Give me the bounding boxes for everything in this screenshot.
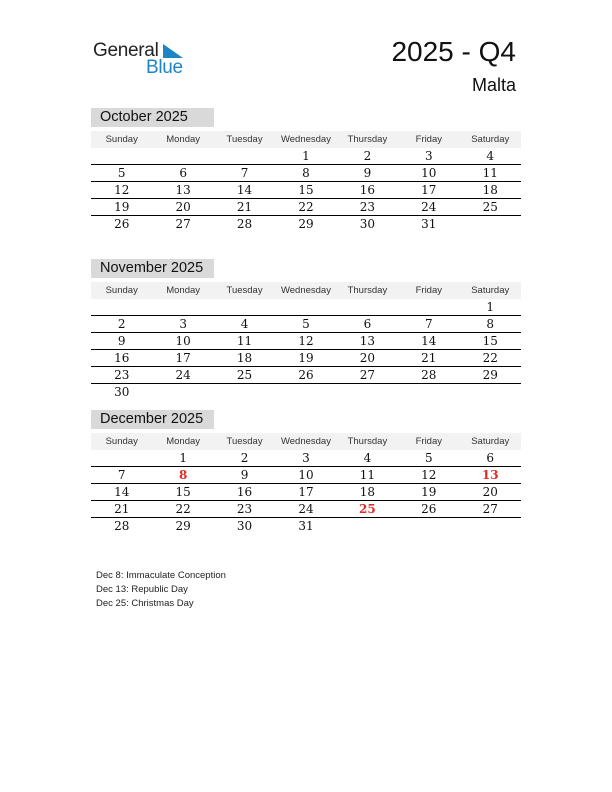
day-cell: 26 [421,502,437,516]
day-cell: 10 [298,468,314,482]
day-cell: 14 [236,183,253,197]
day-cell: 3 [179,317,187,331]
day-cell: 10 [175,334,191,348]
weekday-label: Tuesday [226,285,263,296]
day-cell: 10 [421,166,437,180]
weekday-label: Thursday [347,285,388,296]
day-cell: 20 [359,351,376,365]
page-title: 2025 - Q4 [391,36,516,67]
day-cell: 18 [236,351,253,365]
day-cell: 3 [302,451,310,465]
month-title: November 2025 [91,259,214,278]
day-cell: 4 [363,451,372,465]
weekday-label: Friday [415,134,443,145]
day-cell: 26 [298,368,314,382]
day-cell: 15 [482,334,498,348]
day-cell: 18 [359,485,376,499]
weekday-label: Sunday [105,285,138,296]
week-row [91,199,521,216]
week-row [91,350,521,367]
day-cell: 9 [117,334,126,348]
day-cell [152,148,213,164]
day-cell [214,299,275,315]
day-cell: 13 [175,183,191,197]
day-cell: 17 [175,351,191,365]
day-cell: 30 [359,217,376,231]
logo-text-general: General [93,40,159,61]
weekday-label: Wednesday [280,134,331,145]
day-cell [214,384,275,401]
week-row [91,367,521,384]
weekday-label: Saturday [471,436,510,447]
day-cell [91,299,152,315]
day-cell: 5 [302,317,310,331]
week-row [91,316,521,333]
day-cell: 9 [363,166,372,180]
day-cell: 2 [117,317,126,331]
day-cell: 27 [482,502,498,516]
day-cell: 22 [175,502,191,516]
day-cell: 25 [482,200,498,214]
day-cell: 6 [363,317,372,331]
day-cell: 21 [236,200,253,214]
day-cell [91,450,152,466]
day-cell: 11 [359,468,376,482]
day-cell: 7 [425,317,433,331]
day-cell: 11 [236,334,253,348]
holiday-item: Dec 25: Christmas Day [96,598,194,609]
day-cell: 18 [482,183,498,197]
day-cell: 14 [114,485,130,499]
day-cell: 17 [298,485,314,499]
week-row [91,450,521,467]
day-cell: 27 [175,217,191,231]
week-row [91,467,521,484]
day-cell: 14 [421,334,437,348]
day-cell: 9 [240,468,249,482]
weekday-label: Sunday [105,134,138,145]
day-cell: 31 [421,217,437,231]
weekday-label: Friday [415,436,443,447]
day-cell: 6 [179,166,187,180]
week-row [91,501,521,518]
day-cell: 11 [482,166,498,180]
day-cell: 2 [363,149,372,163]
day-cell [398,299,459,315]
month-title: October 2025 [91,108,214,127]
weekday-header-row [91,131,521,148]
day-cell: 7 [117,468,126,482]
holiday-item: Dec 13: Republic Day [96,584,188,595]
day-cell: 24 [175,368,191,382]
day-cell [337,518,398,535]
week-row [91,216,521,233]
month-december [91,410,521,535]
day-cell: 22 [298,200,314,214]
month-title: December 2025 [91,410,214,429]
day-cell [460,216,521,233]
day-cell [214,148,275,164]
day-cell: 16 [114,351,130,365]
holiday-day-cell: 13 [481,468,499,482]
day-cell [337,299,398,315]
day-cell: 19 [421,485,437,499]
day-cell: 8 [302,166,310,180]
day-cell: 21 [421,351,437,365]
day-cell: 20 [482,485,498,499]
day-cell: 7 [240,166,249,180]
logo [93,40,193,80]
day-cell [337,384,398,401]
day-cell: 3 [425,149,433,163]
day-cell: 4 [486,149,495,163]
country-name: Malta [471,75,516,95]
holiday-day-cell: 25 [359,502,376,516]
week-row [91,148,521,165]
weekday-label: Monday [166,285,201,296]
day-cell: 23 [236,502,253,516]
week-row [91,182,521,199]
day-cell: 28 [114,519,130,533]
day-cell: 12 [114,183,130,197]
week-row [91,518,521,535]
day-cell: 29 [298,217,314,231]
logo-text-blue: Blue [146,57,183,78]
weekday-label: Sunday [105,436,138,447]
weekday-label: Wednesday [280,285,331,296]
day-cell: 16 [359,183,376,197]
weekday-header-row [91,433,521,450]
day-cell: 1 [486,300,495,314]
day-cell: 12 [298,334,314,348]
week-row [91,333,521,350]
weekday-header-row [91,282,521,299]
weekday-label: Wednesday [280,436,331,447]
weekday-label: Tuesday [226,134,263,145]
day-cell: 28 [236,217,253,231]
weekday-label: Thursday [347,436,388,447]
weekday-label: Friday [415,285,443,296]
weekday-label: Saturday [471,134,510,145]
week-row [91,384,521,401]
weekday-label: Thursday [347,134,388,145]
day-cell: 12 [421,468,437,482]
day-cell: 31 [298,519,314,533]
weekday-label: Saturday [471,285,510,296]
day-cell: 13 [359,334,376,348]
day-cell: 27 [359,368,376,382]
day-cell: 28 [421,368,437,382]
month-november [91,259,521,401]
day-cell [398,518,459,535]
day-cell [460,518,521,535]
weekday-label: Monday [166,436,201,447]
day-cell: 30 [236,519,253,533]
day-cell [275,384,336,401]
day-cell: 25 [236,368,253,382]
day-cell: 22 [482,351,498,365]
day-cell: 21 [114,502,130,516]
day-cell: 5 [425,451,433,465]
weekday-label: Monday [166,134,201,145]
holiday-item: Dec 8: Immaculate Conception [96,570,226,581]
day-cell: 24 [298,502,314,516]
week-row [91,484,521,501]
day-cell: 19 [114,200,130,214]
day-cell: 16 [236,485,253,499]
day-cell: 17 [421,183,437,197]
day-cell [275,299,336,315]
day-cell: 1 [302,149,310,163]
day-cell: 26 [114,217,130,231]
day-cell [398,384,459,401]
week-row [91,165,521,182]
day-cell: 29 [482,368,498,382]
day-cell: 15 [298,183,314,197]
day-cell: 6 [486,451,495,465]
day-cell: 2 [240,451,249,465]
week-row [91,299,521,316]
day-cell [91,148,152,164]
day-cell: 24 [421,200,437,214]
day-cell: 4 [240,317,249,331]
day-cell: 23 [359,200,376,214]
day-cell: 8 [486,317,495,331]
day-cell: 20 [175,200,191,214]
day-cell: 19 [298,351,314,365]
day-cell [152,384,213,401]
day-cell: 23 [114,368,130,382]
day-cell [152,299,213,315]
day-cell: 30 [114,385,130,399]
holiday-list [96,569,226,611]
day-cell: 1 [179,451,187,465]
month-october [91,108,521,233]
day-cell: 29 [175,519,191,533]
holiday-day-cell: 8 [178,468,188,482]
day-cell: 5 [117,166,126,180]
weekday-label: Tuesday [226,436,263,447]
day-cell [460,384,521,401]
day-cell: 15 [175,485,191,499]
